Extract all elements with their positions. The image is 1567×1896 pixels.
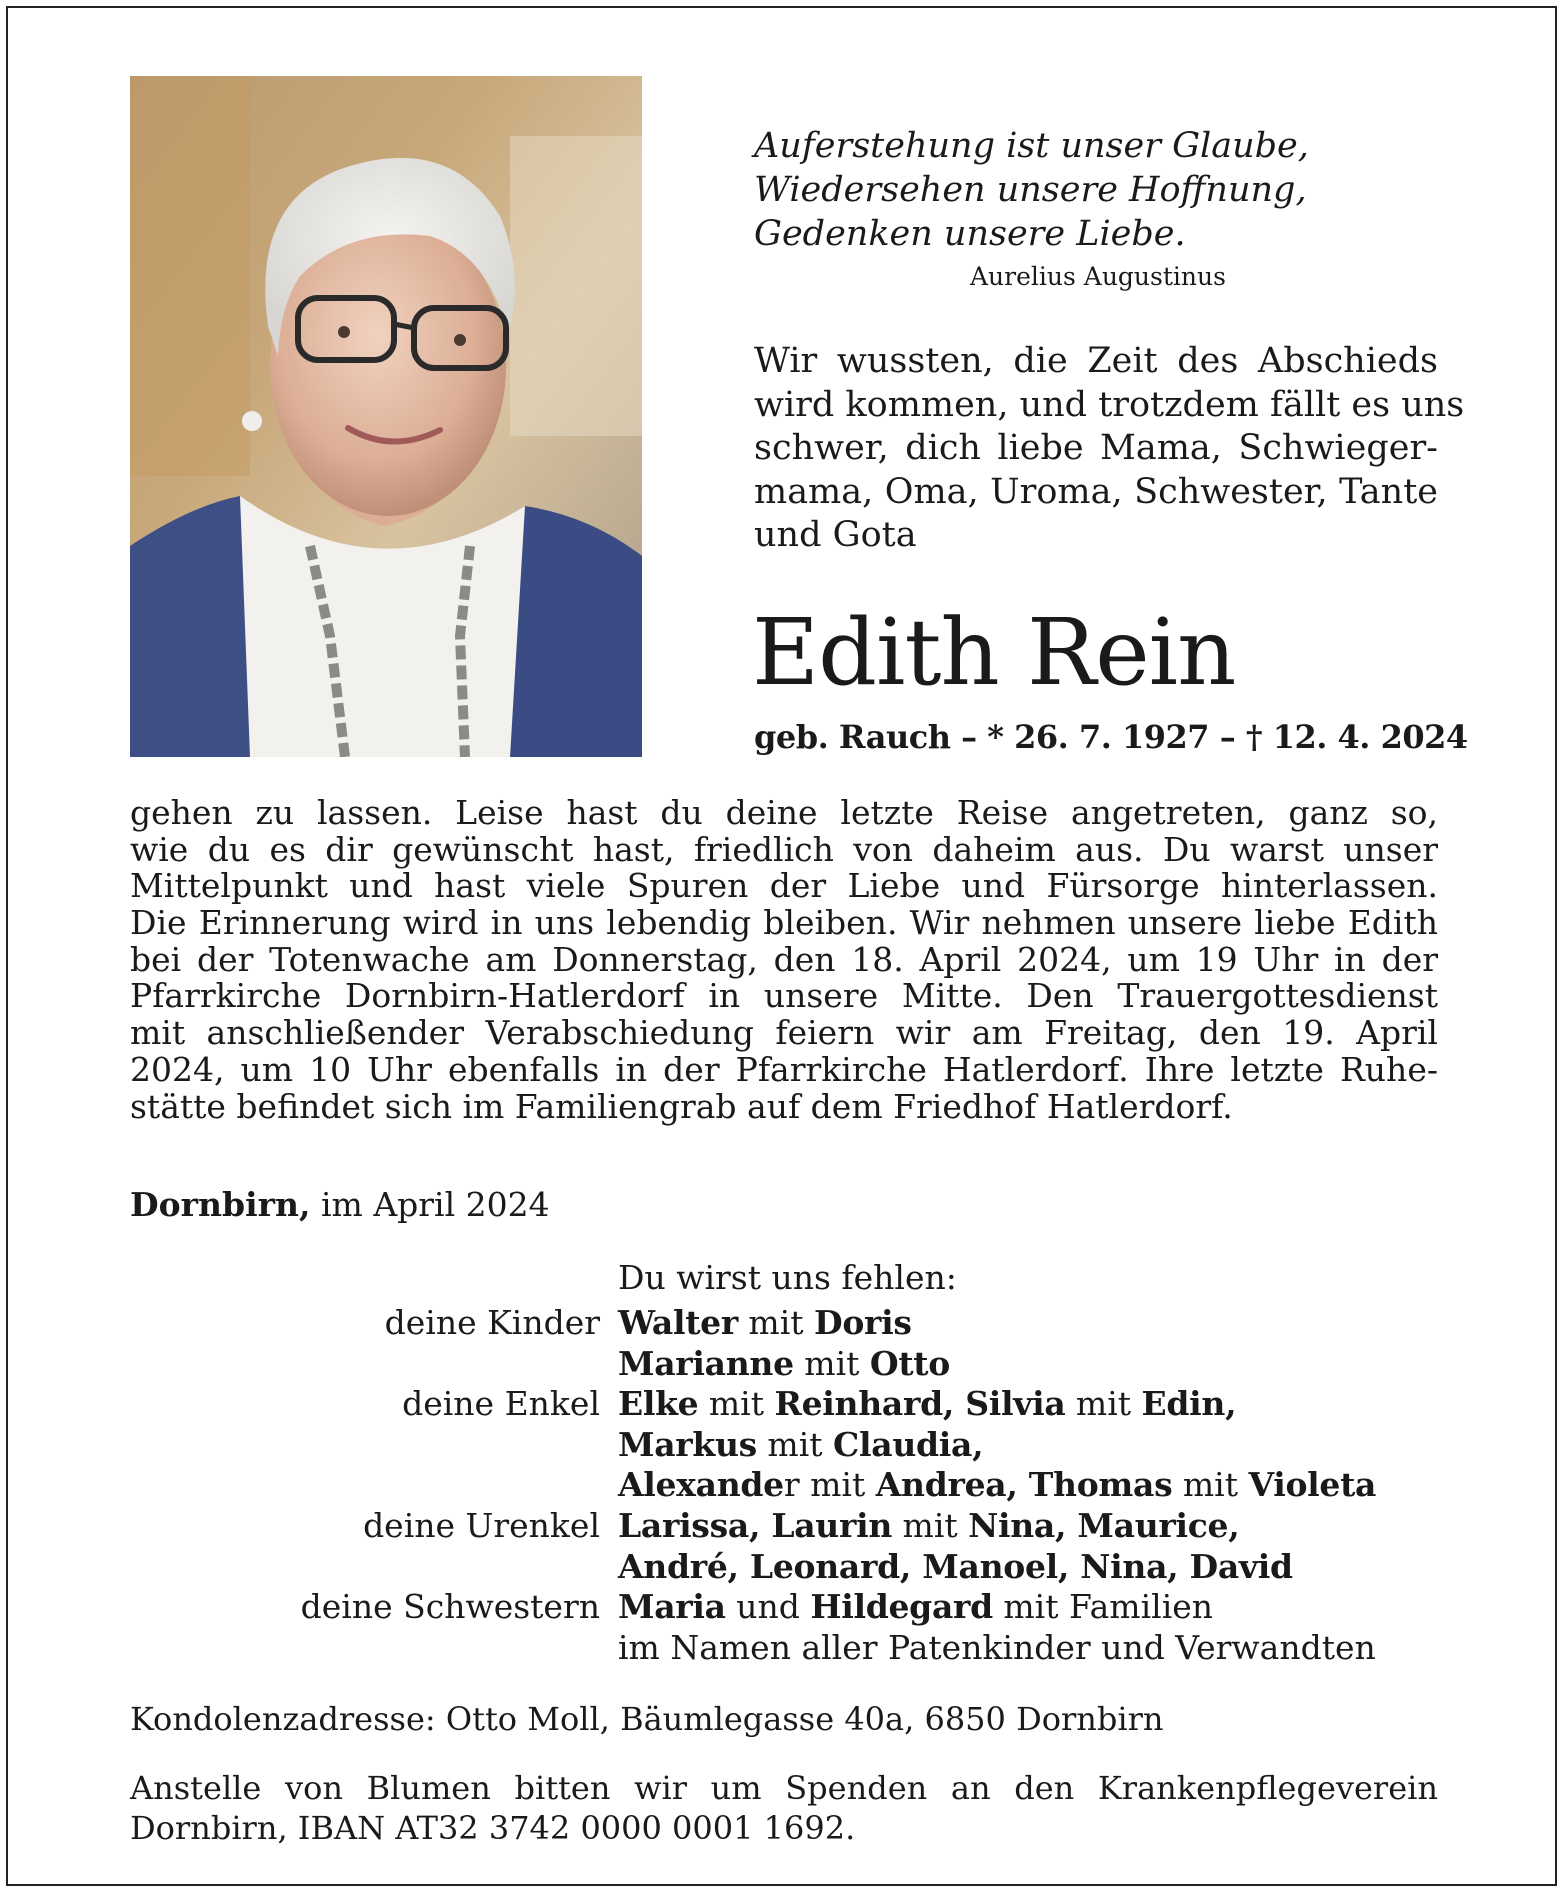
body-line: wie du es dir gewünscht hast, friedlich von daheim aus. Du warst unser [130, 829, 1438, 869]
intro-line: Wir wussten, die Zeit des Abschieds [754, 341, 1438, 381]
mourner-names [618, 1547, 1293, 1586]
mourner-name: Edin, [1141, 1384, 1237, 1424]
body-line: Die Erinnerung wird in uns lebendig bleiben. Wir nehmen unsere liebe Edith [130, 903, 1438, 943]
birth-death-dates: geb. Rauch – * 26. 7. 1927 – † 12. 4. 2024 [754, 718, 1468, 756]
mourner-name: Marianne [618, 1343, 794, 1383]
mourner-names [618, 1465, 1376, 1504]
donation-note [130, 1768, 1438, 1848]
mourner-names [618, 1506, 1239, 1545]
bible-quote [754, 124, 1309, 256]
quote-author: Aurelius Augustinus [970, 262, 1226, 291]
connector-text: mit Familien [992, 1587, 1214, 1627]
mourner-name: Walter [618, 1303, 738, 1342]
connector-text: r mit [783, 1465, 876, 1505]
place-month: im April 2024 [310, 1185, 550, 1224]
donation-line: Anstelle von Blumen bitten wir um Spenden an den Krankenpflegeverein [130, 1769, 1438, 1807]
portrait-illustration [130, 76, 642, 757]
body-line: bei der Totenwache am Donnerstag, den 18. April 2024, um 19 Uhr in der [130, 939, 1438, 979]
mourner-name: Nina, Maurice, [968, 1505, 1240, 1545]
body-line: mit anschließender Verabschiedung feiern wir am Freitag, den 19. April [130, 1013, 1438, 1053]
mourner-names [618, 1628, 1376, 1667]
mourners-heading: Du wirst uns fehlen: [618, 1258, 957, 1297]
intro-line: mama, Oma, Uroma, Schwester, Tante [754, 471, 1438, 512]
deceased-name: Edith Rein [752, 599, 1236, 706]
intro-line: wird kommen, und trotzdem fällt es uns [754, 384, 1465, 425]
mourner-name: Otto [869, 1343, 950, 1383]
mourners-row [0, 1344, 1567, 1385]
mourner-name: Claudia, [833, 1424, 984, 1464]
connector-text: mit [1172, 1465, 1249, 1505]
mourner-name: Maria [618, 1587, 726, 1627]
mourner-name: Markus [618, 1424, 757, 1464]
body-line: Mittelpunkt und hast viele Spuren der Liebe und Fürsorge hinterlassen. [130, 866, 1438, 906]
connector-text: und [725, 1587, 811, 1627]
mourner-name: Larissa, Laurin [618, 1505, 893, 1545]
mourner-names [618, 1303, 912, 1342]
mourner-names [618, 1425, 983, 1464]
mourners-row [0, 1303, 1567, 1344]
relation-label: deine Kinder [384, 1303, 600, 1342]
mourner-names [618, 1384, 1236, 1423]
relation-label: deine Schwestern [300, 1587, 600, 1627]
mourner-name: Reinhard, Silvia [774, 1384, 1066, 1424]
mourner-names [618, 1587, 1213, 1626]
mourners-row [0, 1587, 1567, 1628]
connector-text: mit [737, 1303, 815, 1342]
quote-line: Auferstehung ist unser Glaube, [754, 126, 1309, 166]
mourners-row [0, 1547, 1567, 1588]
quote-line: Wiedersehen unsere Hoffnung, [754, 170, 1307, 210]
intro-line: und Gota [754, 515, 917, 555]
mourner-name: Violeta [1248, 1465, 1377, 1505]
connector-text: im Namen aller Patenkinder und Verwandten [618, 1627, 1376, 1667]
intro-line: schwer, dich liebe Mama, Schwieger- [754, 428, 1438, 468]
body-line: stätte befindet sich im Familiengrab auf dem Friedhof Hatlerdorf. [130, 1086, 1233, 1126]
intro-text [754, 340, 1465, 558]
mourners-row [0, 1506, 1567, 1547]
condolence-address: Kondolenzadresse: Otto Moll, Bäumlegasse 40a, 6850 Dornbirn [130, 1700, 1164, 1738]
mourner-name: André, Leonard, Manoel, Nina, David [618, 1546, 1293, 1586]
connector-text: mit [698, 1384, 775, 1424]
mourner-name: Hildegard [810, 1587, 993, 1627]
donation-line: Dornbirn, IBAN AT32 3742 0000 0001 1692. [130, 1809, 856, 1847]
body-line: 2024, um 10 Uhr ebenfalls in der Pfarrkirche Hatlerdorf. Ihre letzte Ruhe- [130, 1049, 1438, 1089]
mourners-list [0, 1303, 1567, 1668]
relation-label: deine Urenkel [363, 1505, 600, 1545]
obituary-body [130, 795, 1438, 1125]
mourner-name: Elke [618, 1384, 699, 1424]
mourner-name: Doris [814, 1303, 912, 1342]
connector-text: mit [756, 1424, 834, 1464]
mourners-row [0, 1384, 1567, 1425]
place-city: Dornbirn, [130, 1185, 311, 1224]
body-line: Pfarrkirche Dornbirn-Hatlerdorf in unsere Mitte. Den Trauergottesdienst [130, 976, 1438, 1016]
mourner-name: Alexande [618, 1465, 784, 1505]
mourners-row [0, 1465, 1567, 1506]
quote-line: Gedenken unsere Liebe. [754, 214, 1186, 254]
connector-text: mit [1065, 1384, 1142, 1424]
mourners-row [0, 1628, 1567, 1669]
mourner-names [618, 1344, 950, 1383]
mourners-row [0, 1425, 1567, 1466]
connector-text: mit [793, 1343, 870, 1383]
mourner-name: Andrea, Thomas [875, 1465, 1173, 1505]
portrait-photo [130, 76, 642, 757]
relation-label: deine Enkel [402, 1384, 600, 1424]
body-line: gehen zu lassen. Leise hast du deine letzte Reise angetreten, ganz so, [130, 793, 1438, 832]
place-date [130, 1185, 550, 1224]
connector-text: mit [892, 1505, 969, 1545]
